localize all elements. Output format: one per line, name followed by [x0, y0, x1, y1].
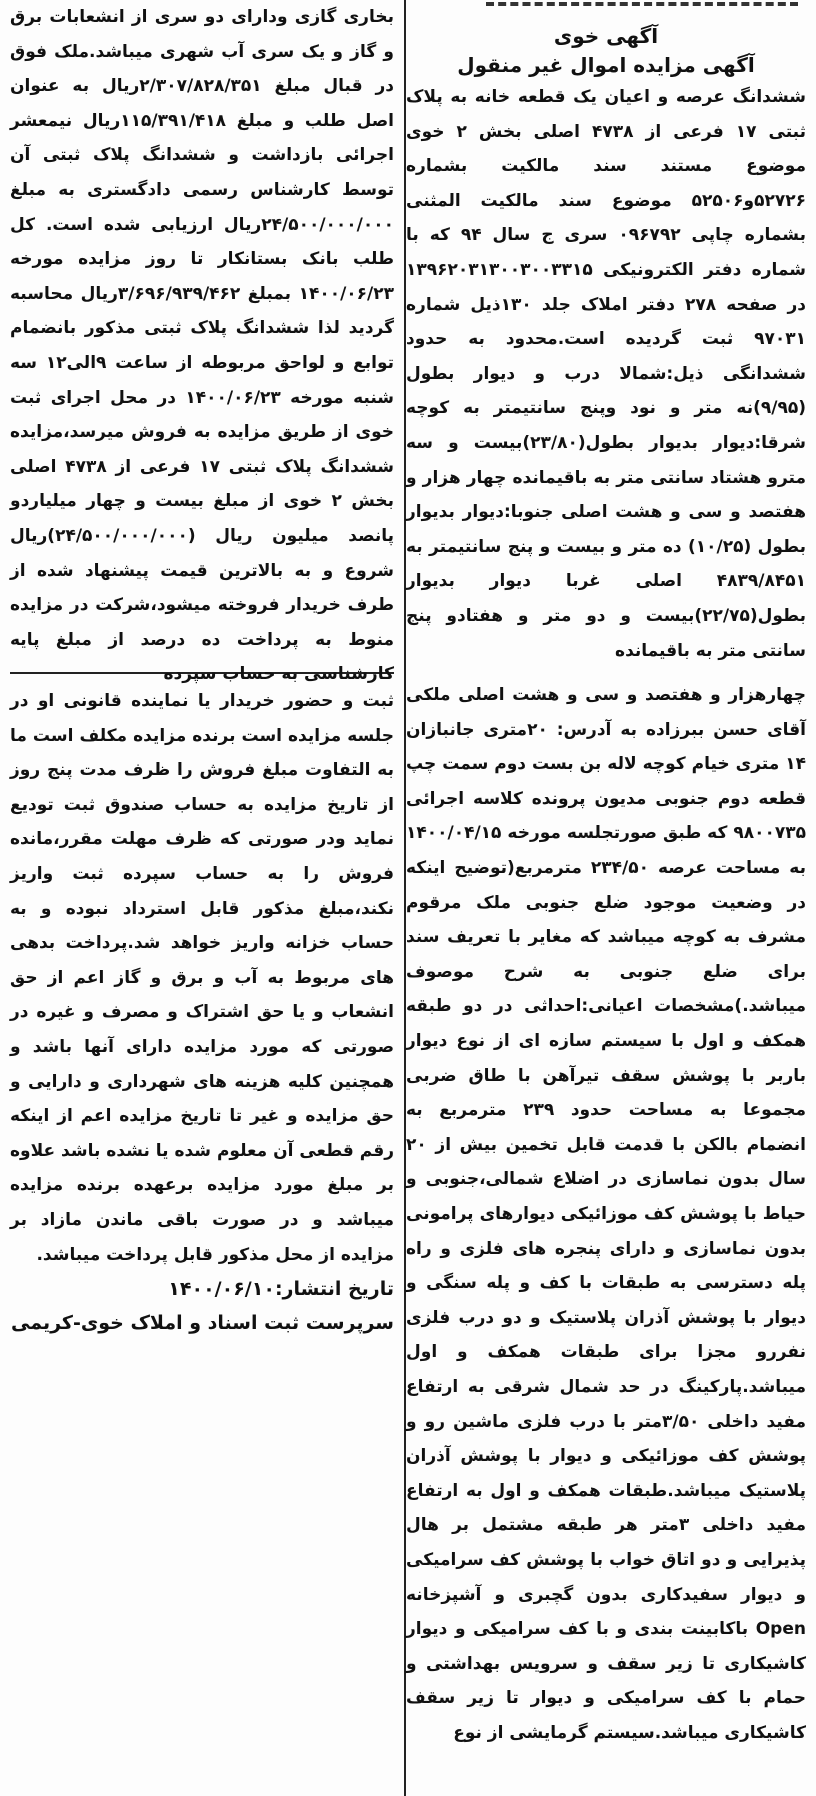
- left-bottom-column: [10, 684, 394, 1684]
- property-description-part-1: ششدانگ عرصه و اعیان یک قطعه خانه به پلاک ثبتی ۱۷ فرعی از ۴۷۳۸ اصلی بخش ۲ خوی موضوع مستند سند مالکیت بشماره ۵۲۷۲۶و۵۲۵۰۶ موضوع سند مالکیت المثنی بشماره چاپی ۰۹۶۷۹۲ سری ج سال ۹۴ که با شماره دفتر الکترونیکی ۱۳۹۶۲۰۳۱۳۰۰۳۰۰۳۳۱۵ در صفحه ۲۷۸ دفتر املاک جلد ۱۳۰ذیل شماره ۹۷۰۳۱ ثبت گردیده است.محدود به حدود ششدانگی ذیل:شمالا درب و دیوار بطول (۹/۹۵)نه متر و نود وپنج سانتیمتر به کوچه شرقا:دیوار بدیوار بطول(۲۳/۸۰)بیست و سه مترو هشتاد سانتی متر به باقیمانده چهار هزار و هفتصد و سی و هشت اصلی جنوبا:دیوار بدیوار بطول (۱۰/۲۵) ده متر و بیست و پنج سانتیمتر به ۴۸۳۹/۸۴۵۱ اصلی غربا دیوار بدیوار بطول(۲۲/۷۵)بیست و دو متر و هفتادو پنج سانتی متر به باقیمانده: [406, 87, 806, 661]
- ad-heading: آگهی خوی: [553, 24, 659, 48]
- ad-subheading: آگهی مزایده اموال غیر منقول: [457, 53, 755, 77]
- property-description-part-2: چهارهزار و هفتصد و سی و هشت اصلی ملکی آقای حسن ببرزاده به آدرس: ۲۰متری جانبازان ۱۴ متری خیام کوچه لاله بن بست دوم سمت چپ قطعه دوم جنوبی مدیون پرونده کلاسه اجرائی ۹۸۰۰۷۳۵ که طبق صورتجلسه مورخه ۱۴۰۰/۰۴/۱۵ به مساحت عرصه ۲۳۴/۵۰ مترمربع(توضیح اینکه در وضعیت موجود ضلع جنوبی ملک مرقوم مشرف به کوچه میباشد که مغایر با تعریف سند برای ضلع جنوبی به شرح موصوف میباشد.)مشخصات اعیانی:احداثی در دو طبقه همکف و اول با سیستم سازه ای از نوع دیوار باربر با پوشش سقف تیرآهن با طاق ضربی مجموعا به مساحت حدود ۲۳۹ مترمربع به انضمام بالکن با قدمت قابل تخمین بیش از ۲۰ سال بدون نماسازی در اضلاع شمالی،جنوبی و حیاط با پوشش کف موزائیکی دیوارهای پرامونی بدون نماسازی و دارای پنجره های فلزی و راه پله دسترسی به طبقات با کف و پله سنگی و دیوار با پوشش آذران پلاستیک و دو درب فلزی نفررو مجزا برای طبقات همکف و اول میباشد.پارکینگ در حد شمال شرقی به ارتفاع مفید داخلی ۳/۵۰متر با درب فلزی ماشین رو و پوشش کف موزائیکی و دیوار با پوشش آذران پلاستیک میباشد.طبقات همکف و اول به ارتفاع مفید داخلی ۳متر هر طبقه مشتمل بر هال پذیرایی و دو اتاق خواب با پوشش کف سرامیکی و دیوار سفیدکاری بدون گچبری و آشپزخانه Open باکابینت بندی و با کف سرامیکی و دیوار کاشیکاری تا زیر سقف و سرویس بهداشتی و حمام با کف سرامیکی و دیوار تا زیر سقف کاشیکاری میباشد.سیستم گرمایشی از نوع: [406, 685, 806, 1743]
- column-break: [406, 668, 806, 678]
- right-column: [404, 0, 806, 1796]
- auction-terms-part-1: بخاری گازی ودارای دو سری از انشعابات برق و گاز و یک سری آب شهری میباشد.ملک فوق در قبال مبلغ ۲/۳۰۷/۸۲۸/۳۵۱ریال به عنوان اصل طلب و مبلغ ۱۱۵/۳۹۱/۴۱۸ریال نیمعشر اجرائی بازداشت و ششدانگ پلاک ثبتی آن توسط کارشناس رسمی دادگستری به مبلغ ۲۴/۵۰۰/۰۰۰/۰۰۰ریال ارزیابی شده است. کل طلب بانک بستانکار تا روز مزایده مورخه ۱۴۰۰/۰۶/۲۳ بمبلغ ۳/۶۹۶/۹۳۹/۴۶۲ریال محاسبه گردید لذا ششدانگ پلاک ثبتی مذکور بانضمام توابع و لواحق مربوطه از ساعت ۹الی۱۲ سه شنبه مورخه ۱۴۰۰/۰۶/۲۳ در محل اجرای ثبت خوی از طریق مزایده به فروش میرسد،مزایده ششدانگ پلاک ثبتی ۱۷ فرعی از ۴۷۳۸ اصلی بخش ۲ خوی از مبلغ بیست و چهار میلیاردو پانصد میلیون ریال (۲۴/۵۰۰/۰۰۰/۰۰۰)ریال شروع و به بالاترین قیمت پیشنهاد شده از طرف خریدار فروخته میشود،شرکت در مزایده منوط به پرداخت ده درصد از مبلغ پایه کارشناسی به حساب سپرده: [10, 7, 395, 685]
- decorative-border: [486, 2, 798, 18]
- auction-terms-part-2: ثبت و حضور خریدار یا نماینده قانونی او در جلسه مزایده است برنده مزایده مکلف است ما به التفاوت مبلغ فروش را ظرف مدت پنج روز از تاریخ مزایده به حساب صندوق ثبت تودیع نماید ودر صورتی که ظرف مهلت مقرر،مانده فروش را به حساب سپرده ثبت واریز نکند،مبلغ مذکور قابل استرداد نبوده و به حساب خزانه واریز خواهد شد.پرداخت بدهی های مربوط به آب و برق و گاز اعم از حق انشعاب و یا حق اشتراک و مصرف و غیره در صورتی که مورد مزایده دارای آنها باشد و همچنین کلیه هزینه های شهرداری و دارایی و حق مزایده و غیر تا تاریخ مزایده اعم از اینکه رقم قطعی آن معلوم شده یا نشده باشد علاوه بر مبلغ مورد مزایده برعهده برنده مزایده میباشد و در صورت باقی ماندن مازاد بر مزایده از محل مذکور قابل پرداخت میباشد.: [10, 691, 394, 1265]
- left-top-column: [10, 0, 395, 685]
- signature: سرپرست ثبت اسناد و املاک خوی-کریمی: [10, 1312, 394, 1335]
- publish-date: تاریخ انتشار:۱۴۰۰/۰۶/۱۰: [168, 1278, 394, 1301]
